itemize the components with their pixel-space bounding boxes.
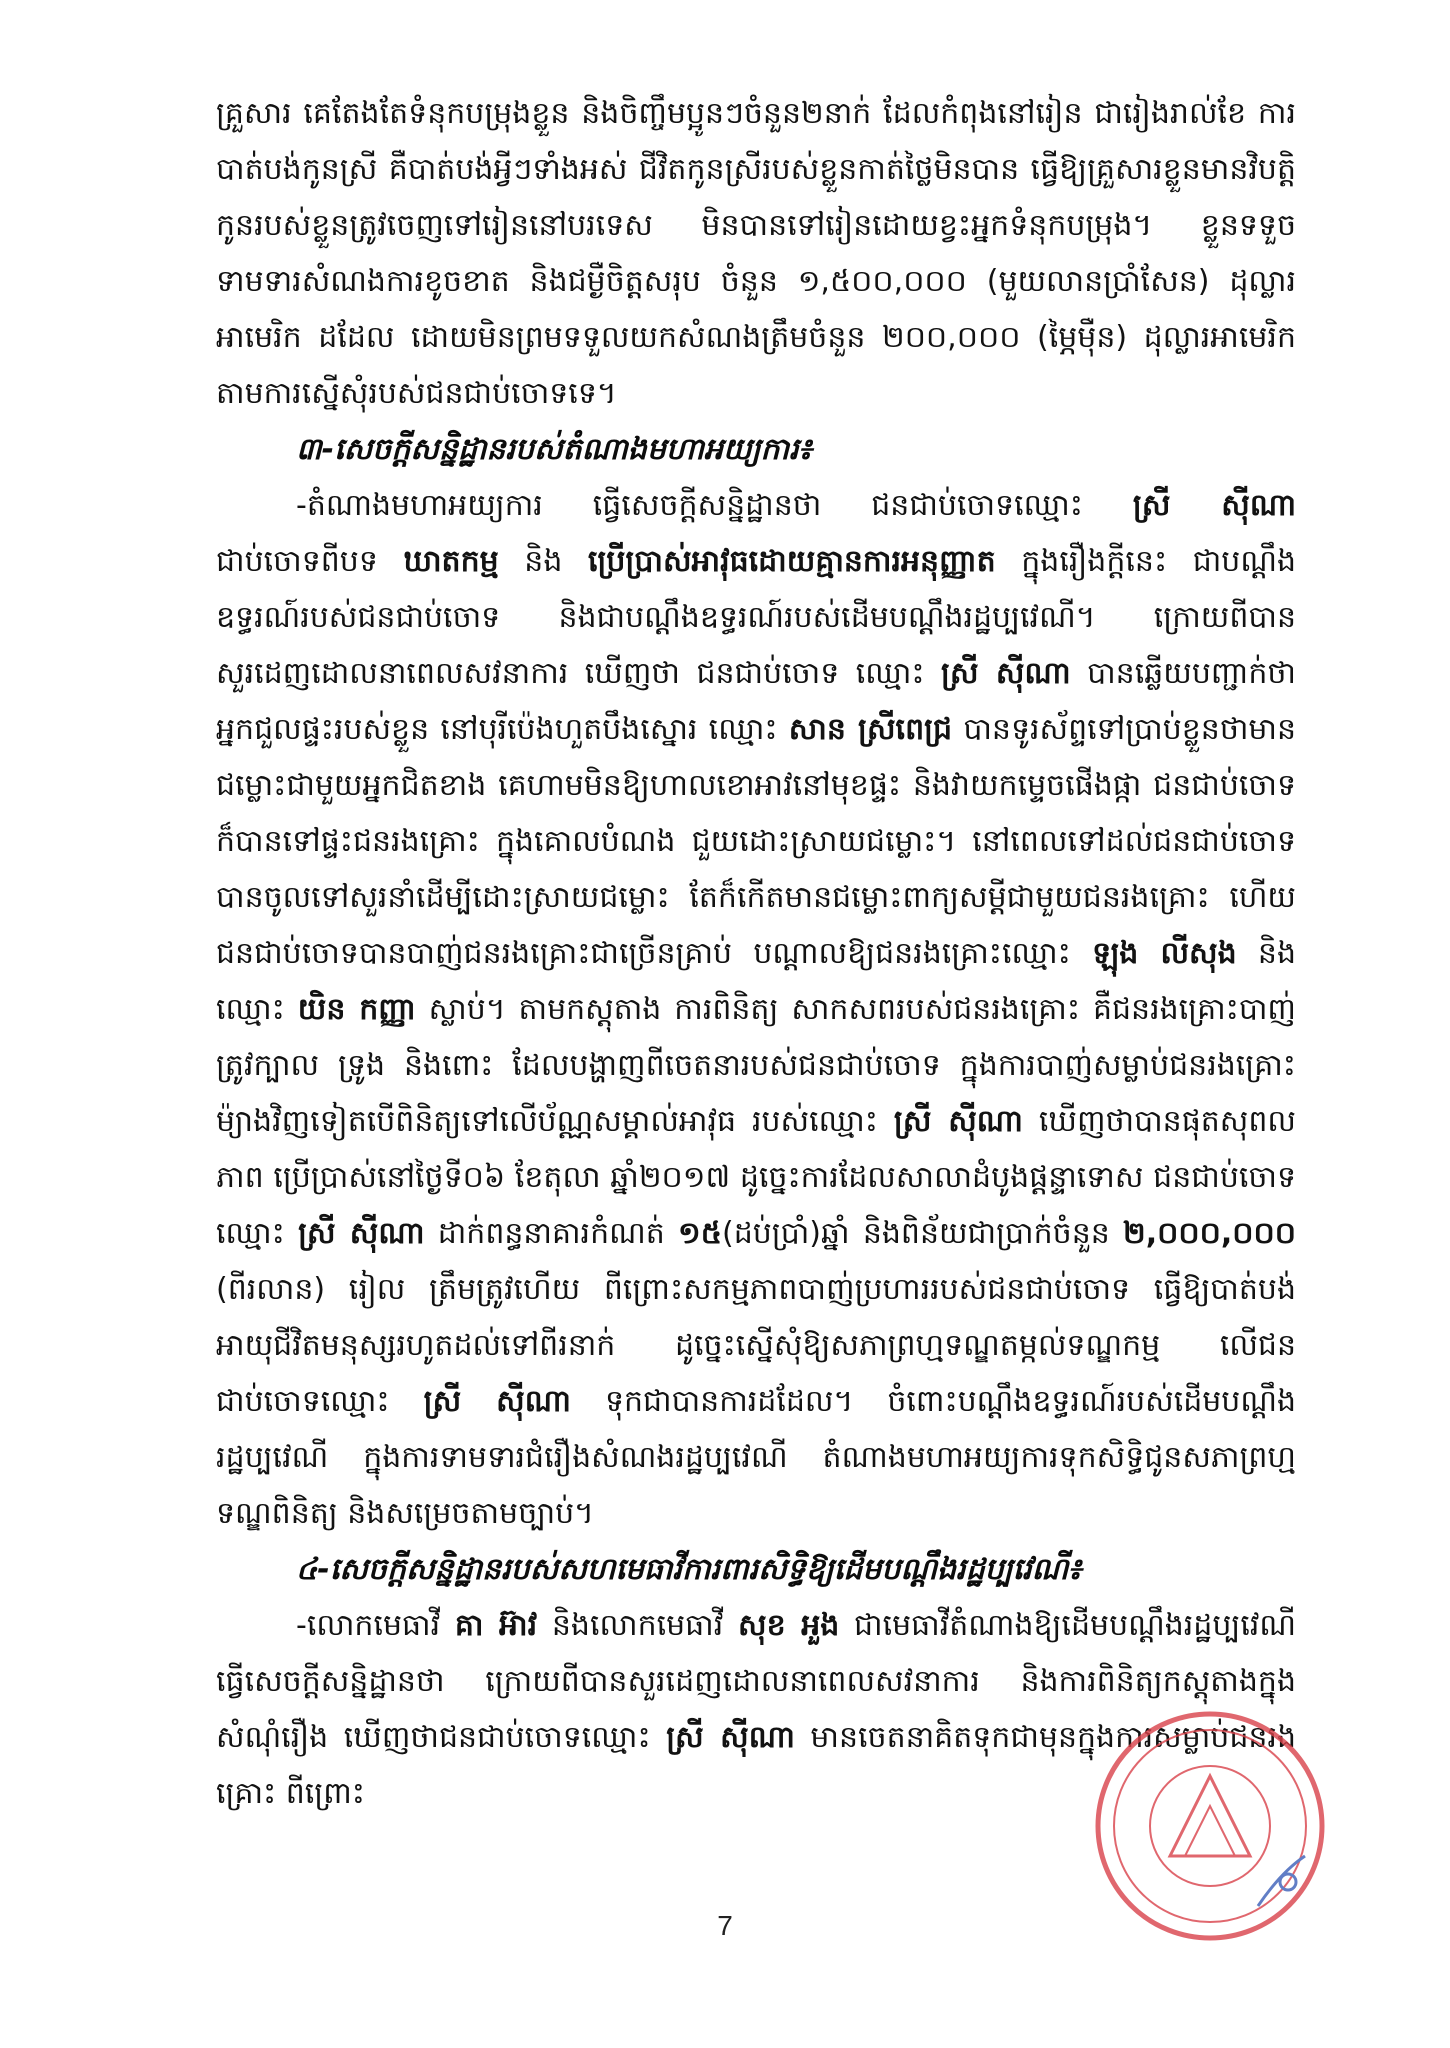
victim-name: យិន កញ្ញា xyxy=(297,992,416,1027)
lawyer-name: គា អ៊ាវ xyxy=(454,1608,538,1643)
court-seal-stamp xyxy=(1090,1706,1330,1946)
text-run: ជាប់ចោទពីបទ xyxy=(216,544,404,579)
accused-name: ស្រី ស៊ីណា xyxy=(666,1720,795,1755)
text-run: បានទូរស័ព្ទទៅប្រាប់ខ្លួនថាមានជម្លោះជាមួយអ្នកជិតខាង គេហាមមិនឱ្យហាលខោអាវនៅមុខផ្ទះ និងវាយកម្ទេចផើងផ្កា ជនជាប់ចោទក៏បានទៅផ្ទះជនរងគ្រោះ ក្នុងគោលបំណង ជួយដោះស្រាយជម្លោះ។ នៅពេលទៅដល់ជនជាប់ចោទបានចូលទៅសួរនាំដើម្បីដោះស្រាយជម្លោះ តែក៏កើតមានជម្លោះពាក្យសម្តីជាមួយជនរងគ្រោះ ហើយជនជាប់ចោទបានបាញ់ជនរងគ្រោះជាច្រើនគ្រាប់ បណ្តាលឱ្យជនរងគ្រោះឈ្មោះ xyxy=(216,712,1297,971)
text-run: ក្នុងរឿងក្តីនេះ ជាបណ្តឹងឧទ្ធរណ៍របស់ជនជាប់ចោទ និងជាបណ្តឹងឧទ្ធរណ៍របស់ដើមបណ្តឹងរដ្ឋប្បវេណី។ ក្រោយពីបានសួរដេញដោលនាពេលសវនាការ ឃើញថា ជនជាប់ចោទ ឈ្មោះ xyxy=(216,544,1296,691)
charge-weapon: ប្រើប្រាស់អាវុធដោយគ្មានការអនុញ្ញាត xyxy=(587,544,996,579)
paragraph-civil-claim: គ្រួសារ គេតែងតែទំនុកបម្រុងខ្លួន និងចិញ្ចឹមប្អូនៗចំនួន២នាក់ ដែលកំពុងនៅរៀន ជារៀងរាល់ខែ ការបាត់បង់កូនស្រី គឺបាត់បង់អ្វីៗទាំងអស់ ជីវិតកូនស្រីរបស់ខ្លួនកាត់ថ្លៃមិនបាន ធ្វើឱ្យគ្រួសារខ្លួនមានវិបត្តិ កូនរបស់ខ្លួនត្រូវចេញទៅរៀននៅបរទេស មិនបានទៅរៀនដោយខ្វះអ្នកទំនុកបម្រុង។ ខ្លួនទទួចទាមទារសំណងការខូចខាត និងជម្ងឺចិត្តសរុប ចំនួន ១,៥០០,០០០ (មួយលានប្រាំសែន) ដុល្លារអាមេរិក ដដែល ដោយមិនព្រមទទួលយកសំណងត្រឹមចំនួន ២០០,០០០ (ម្ភៃម៉ឺន) ដុល្លារអាមេរិក តាមការស្នើសុំរបស់ជនជាប់ចោទទេ។ xyxy=(216,96,1296,411)
charge-murder: ឃាតកម្ម xyxy=(403,544,499,579)
text-run: និងឈ្មោះ xyxy=(216,936,1297,1027)
paragraph-prosecutor-conclusion xyxy=(216,478,1296,1542)
accused-name: ស្រី ស៊ីណា xyxy=(893,1104,1023,1139)
tenant-name: សាន ស្រីពេជ្រ xyxy=(788,712,953,747)
text-run: (ដប់ប្រាំ)ឆ្នាំ និងពិន័យជាប្រាក់ចំនួន xyxy=(722,1216,1124,1251)
text-run: ជាមេធាវីតំណាងឱ្យដើមបណ្តឹងរដ្ឋប្បវេណី ធ្វើសេចក្តីសន្និដ្ឋានថា ក្រោយពីបានសួរដេញដោលនាពេលសវនាការ និងការពិនិត្យកស្តុតាងក្នុងសំណុំរឿង ឃើញថាជនជាប់ចោទឈ្មោះ xyxy=(216,1608,1296,1755)
prison-term: ១៥ xyxy=(678,1216,722,1251)
fine-amount: ២,០០០,០០០ xyxy=(1123,1216,1296,1251)
text-run: -លោកមេធាវី xyxy=(296,1608,455,1643)
accused-name: ស្រី ស៊ីណា xyxy=(423,1384,571,1419)
lawyer-name: សុខ អួង xyxy=(738,1608,840,1643)
victim-name: ឡុង លីសុង xyxy=(1092,936,1237,971)
document-body xyxy=(216,86,1296,1822)
text-run: ឃើញថាបានផុតសុពលភាព ប្រើប្រាស់នៅថ្ងៃទី០៦ ខែតុលា ឆ្នាំ២០១៧ ដូច្នេះការដែលសាលាដំបូងផ្តន្ទាទោស ជនជាប់ចោទឈ្មោះ xyxy=(216,1104,1296,1251)
section-heading-lawyers: ៤-សេចក្តីសន្និដ្ឋានរបស់សហមេធាវីការពារសិទ្ធិឱ្យដើមបណ្តឹងរដ្ឋប្បវេណី៖ xyxy=(296,1552,1082,1587)
page-number: 7 xyxy=(717,1910,733,1941)
text-run: និង xyxy=(498,544,588,579)
text-run: ទុកជាបានការដដែល។ ចំពោះបណ្តឹងឧទ្ធរណ៍របស់ដើមបណ្តឹងរដ្ឋប្បវេណី ក្នុងការទាមទារជំរឿងសំណងរដ្ឋប្បវេណី តំណាងមហាអយ្យការទុកសិទ្ធិជូនសភាព្រហ្មទណ្ឌពិនិត្យ និងសម្រេចតាមច្បាប់។ xyxy=(216,1384,1297,1531)
accused-name: ស្រី ស៊ីណា xyxy=(941,656,1071,691)
text-run: -តំណាងមហាអយ្យការ ធ្វើសេចក្តីសន្និដ្ឋានថា ជនជាប់ចោទឈ្មោះ xyxy=(296,488,1133,523)
text-run: និងលោកមេធាវី xyxy=(537,1608,738,1643)
text-run: (ពីរលាន) រៀល ត្រឹមត្រូវហើយ ពីព្រោះសកម្មភាពបាញ់ប្រហាររបស់ជនជាប់ចោទ ធ្វើឱ្យបាត់បង់អាយុជីវិតមនុស្សរហូតដល់ទៅពីរនាក់ ដូច្នេះស្នើសុំឱ្យសភាព្រហ្មទណ្ឌតម្កល់ទណ្ឌកម្ម លើជនជាប់ចោទឈ្មោះ xyxy=(216,1272,1296,1419)
section-heading-prosecutor: ៣-សេចក្តីសន្និដ្ឋានរបស់តំណាងមហាអយ្យការ៖ xyxy=(296,432,812,467)
text-run: ស្លាប់។ តាមកស្តុតាង ការពិនិត្យ សាកសពរបស់ជនរងគ្រោះ គឺជនរងគ្រោះបាញ់ត្រូវក្បាល ទ្រូង និងពោះ ដែលបង្ហាញពីចេតនារបស់ជនជាប់ចោទ ក្នុងការបាញ់សម្លាប់ជនរងគ្រោះ ម៉្យាងវិញទៀតបើពិនិត្យទៅលើប័ណ្ណសម្គាល់អាវុធ របស់ឈ្មោះ xyxy=(216,992,1296,1139)
accused-name: ស្រី ស៊ីណា xyxy=(298,1216,425,1251)
text-run: មានចេតនាគិតទុកជាមុនក្នុងការសម្លាប់ជនរងគ្រោះ ពីព្រោះ xyxy=(216,1720,1296,1811)
accused-name: ស្រី ស៊ីណា xyxy=(1132,488,1296,523)
text-run: បានឆ្លើយបញ្ជាក់ថា អ្នកជួលផ្ទះរបស់ខ្លួន នៅបុរីប៉េងហួតបឹងស្នោរ ឈ្មោះ xyxy=(216,656,1296,747)
text-run: ដាក់ពន្ធនាគារកំណត់ xyxy=(424,1216,679,1251)
